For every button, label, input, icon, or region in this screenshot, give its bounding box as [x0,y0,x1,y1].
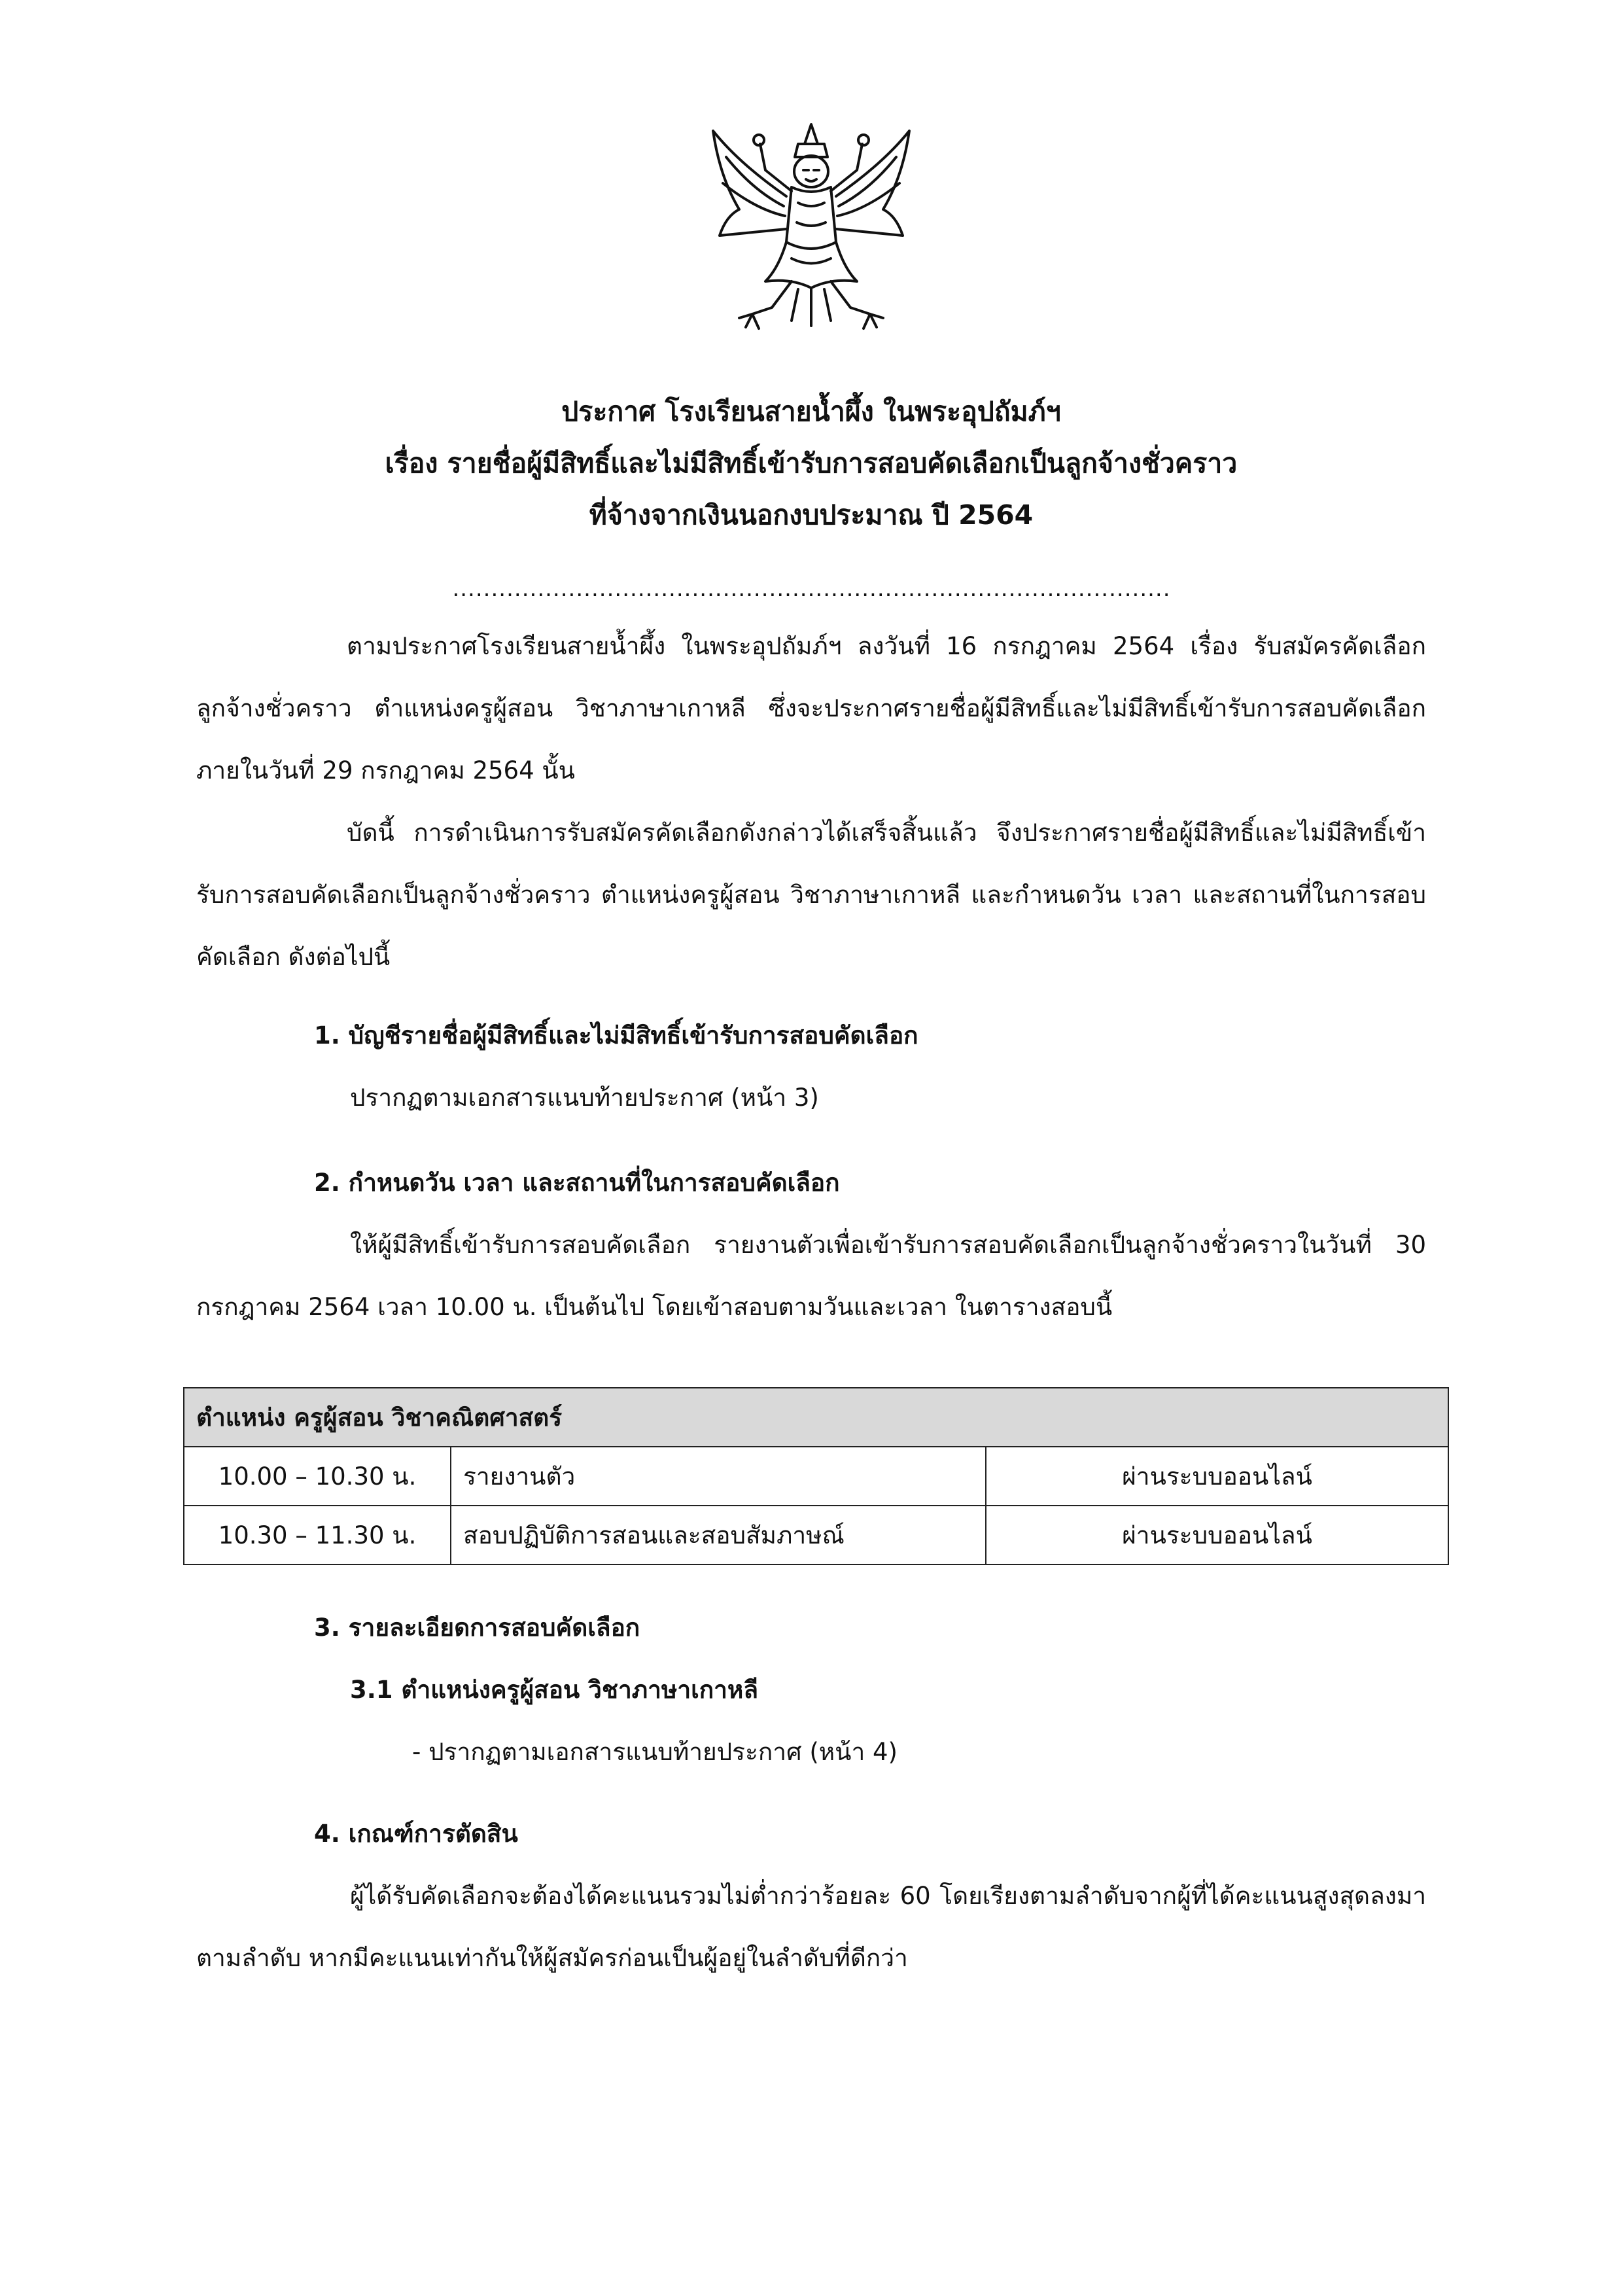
section-3 [314,1597,1426,1783]
section-3-heading: 3. รายละเอียดการสอบคัดเลือก [314,1614,640,1642]
garuda-emblem-icon [700,118,922,334]
section-2-text: ให้ผู้มีสิทธิ์เข้ารับการสอบคัดเลือก รายงานตัวเพื่อเข้ารับการสอบคัดเลือกเป็นลูกจ้างชั่วคราวในวันที่ 30 กรกฎาคม 2564 เวลา 10.00 น. เป็นต้นไป โดยเข้าสอบตามวันและเวลา ในตารางสอบนี้ [196,1231,1426,1321]
section-3-1-item: - ปรากฏตามเอกสารแนบท้ายประกาศ (หน้า 4) [412,1738,898,1766]
intro-paragraphs [196,615,1426,988]
section-3-1-heading: 3.1 ตำแหน่งครูผู้สอน วิชาภาษาเกาหลี [350,1676,758,1704]
schedule-activity: รายงานตัว [451,1447,986,1506]
exam-schedule-table [183,1387,1449,1565]
title-line-3: ที่จ้างจากเงินนอกงบประมาณ ปี 2564 [589,499,1034,531]
schedule-mode: ผ่านระบบออนไลน์ [986,1506,1448,1564]
schedule-time: 10.00 – 10.30 น. [184,1447,451,1506]
section-2-heading: 2. กำหนดวัน เวลา และสถานที่ในการสอบคัดเลือก [314,1169,840,1197]
intro-paragraph-1: ตามประกาศโรงเรียนสายน้ำผึ้ง ในพระอุปถัมภ์ฯ ลงวันที่ 16 กรกฎาคม 2564 เรื่อง รับสมัครคัดเลือกลูกจ้างชั่วคราว ตำแหน่งครูผู้สอน วิชาภาษาเกาหลี ซึ่งจะประกาศรายชื่อผู้มีสิทธิ์และไม่มีสิทธิ์เข้ารับการสอบคัดเลือก ภายในวันที่ 29 กรกฎาคม 2564 นั้น [196,632,1426,785]
schedule-activity: สอบปฏิบัติการสอนและสอบสัมภาษณ์ [451,1506,986,1564]
title-line-1: ประกาศ โรงเรียนสายน้ำผึ้ง ในพระอุปถัมภ์ฯ [561,396,1061,427]
schedule-header-row [184,1388,1448,1447]
schedule-header: ตำแหน่ง ครูผู้สอน วิชาคณิตศาสตร์ [184,1388,1448,1447]
section-4 [196,1803,1426,1989]
section-1-text: ปรากฏตามเอกสารแนบท้ายประกาศ (หน้า 3) [350,1084,819,1112]
schedule-time: 10.30 – 11.30 น. [184,1506,451,1564]
title-separator: ............................................................................................. [452,576,1171,602]
section-4-text: ผู้ได้รับคัดเลือกจะต้องได้คะแนนรวมไม่ต่ำกว่าร้อยละ 60 โดยเรียงตามลำดับจากผู้ที่ได้คะแนนสูงสุดลงมาตามลำดับ หากมีคะแนนเท่ากันให้ผู้สมัครก่อนเป็นผู้อยู่ในลำดับที่ดีกว่า [196,1882,1426,1972]
table-row [184,1447,1448,1506]
announcement-title [196,386,1426,541]
table-row [184,1506,1448,1564]
section-4-heading: 4. เกณฑ์การตัดสิน [314,1820,518,1848]
intro-paragraph-2: บัดนี้ การดำเนินการรับสมัครคัดเลือกดังกล่าวได้เสร็จสิ้นแล้ว จึงประกาศรายชื่อผู้มีสิทธิ์และไม่มีสิทธิ์เข้ารับการสอบคัดเลือกเป็นลูกจ้างชั่วคราว ตำแหน่งครูผู้สอน วิชาภาษาเกาหลี และกำหนดวัน เวลา และสถานที่ในการสอบคัดเลือก ดังต่อไปนี้ [196,819,1426,971]
title-line-2: เรื่อง รายชื่อผู้มีสิทธิ์และไม่มีสิทธิ์เข้ารับการสอบคัดเลือกเป็นลูกจ้างชั่วคราว [385,448,1238,479]
schedule-mode: ผ่านระบบออนไลน์ [986,1447,1448,1506]
section-1 [314,1004,1426,1129]
section-1-heading: 1. บัญชีรายชื่อผู้มีสิทธิ์และไม่มีสิทธิ์เข้ารับการสอบคัดเลือก [314,1021,918,1050]
section-2 [196,1152,1426,1338]
